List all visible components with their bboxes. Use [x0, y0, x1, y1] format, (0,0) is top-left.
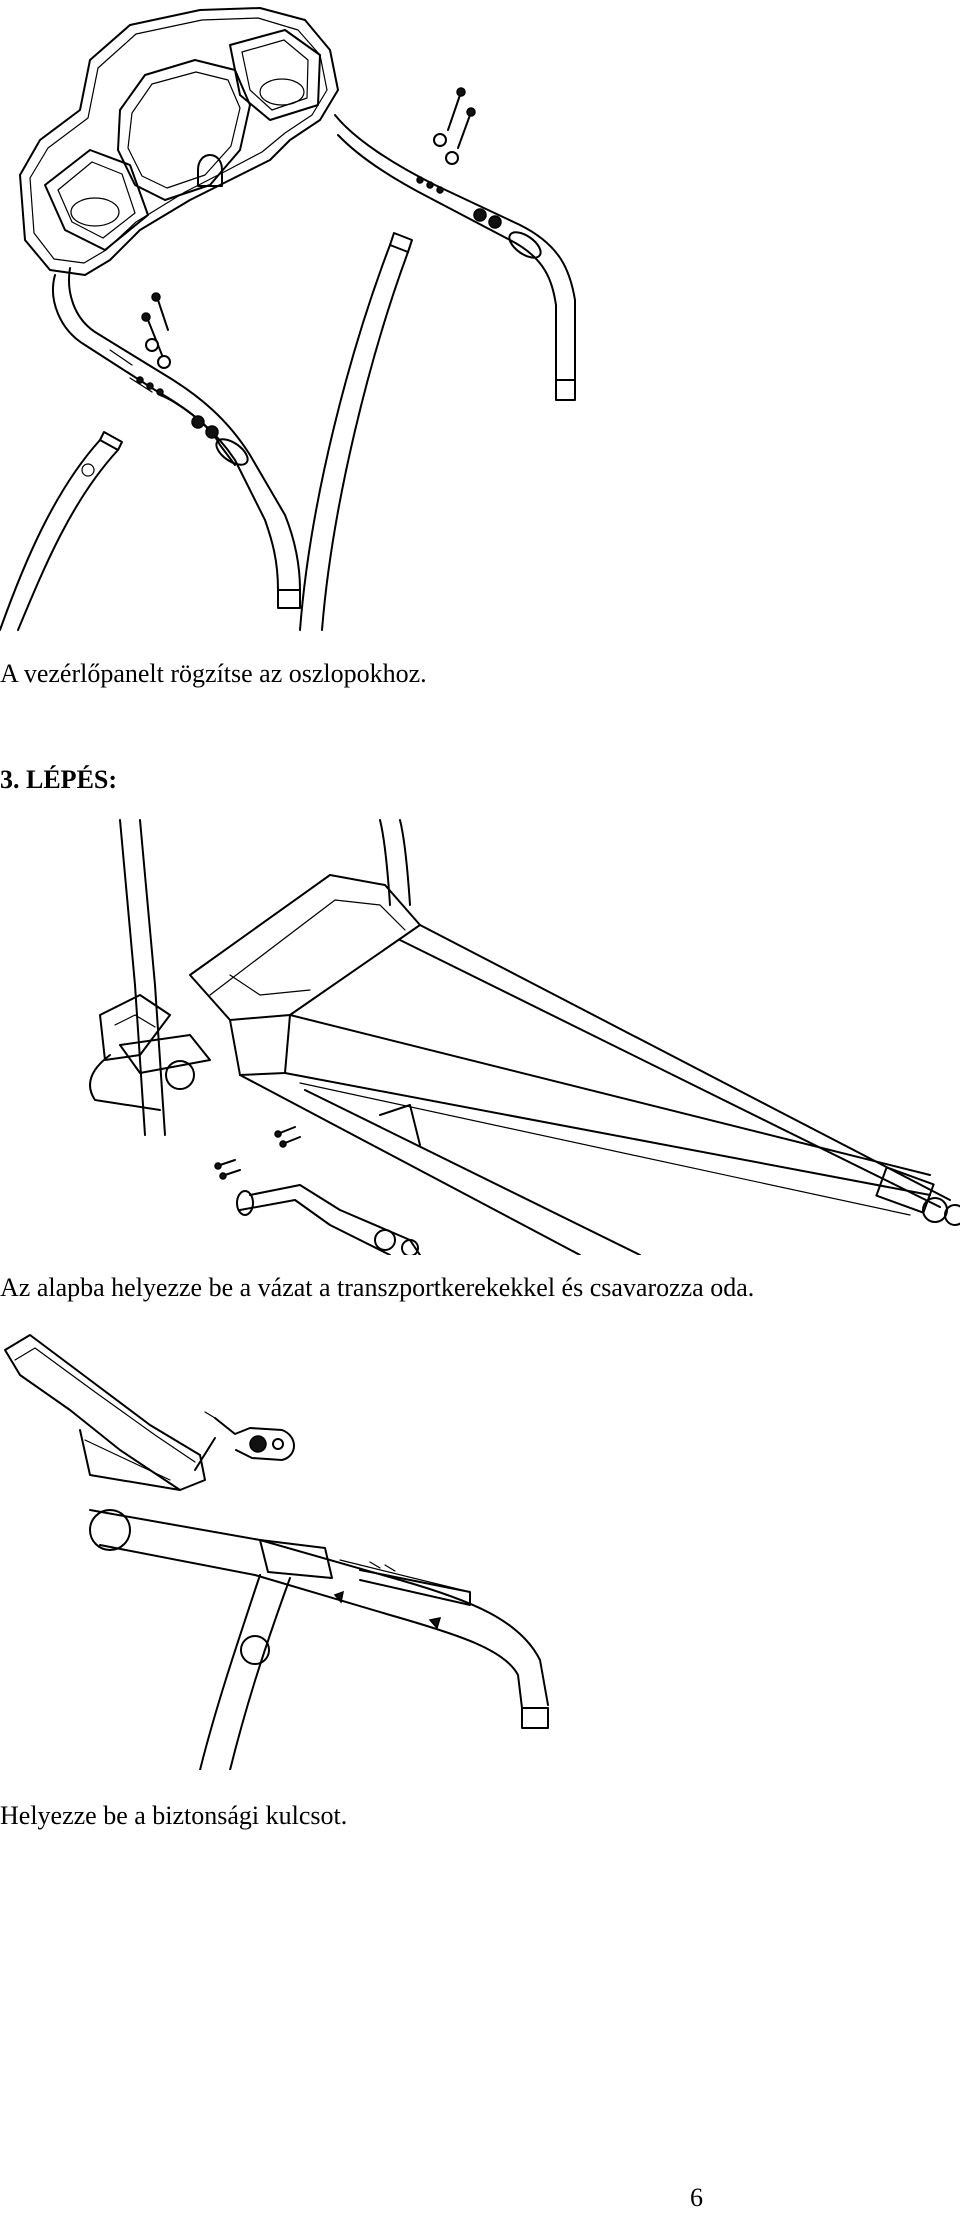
- safety-key-illustration: [0, 1330, 580, 1770]
- figure-3-caption: Helyezze be a biztonsági kulcsot.: [0, 1801, 348, 1830]
- figure-1-caption: A vezérlőpanelt rögzítse az oszlopokhoz.: [0, 659, 427, 688]
- page-number: 6: [690, 2183, 703, 2212]
- base-frame-illustration: [80, 815, 960, 1255]
- console-mounting-illustration: [0, 0, 620, 640]
- figure-2-caption: Az alapba helyezze be a vázat a transzportkerekekkel és csavarozza oda.: [0, 1273, 755, 1302]
- step-heading: 3. LÉPÉS:: [0, 765, 118, 794]
